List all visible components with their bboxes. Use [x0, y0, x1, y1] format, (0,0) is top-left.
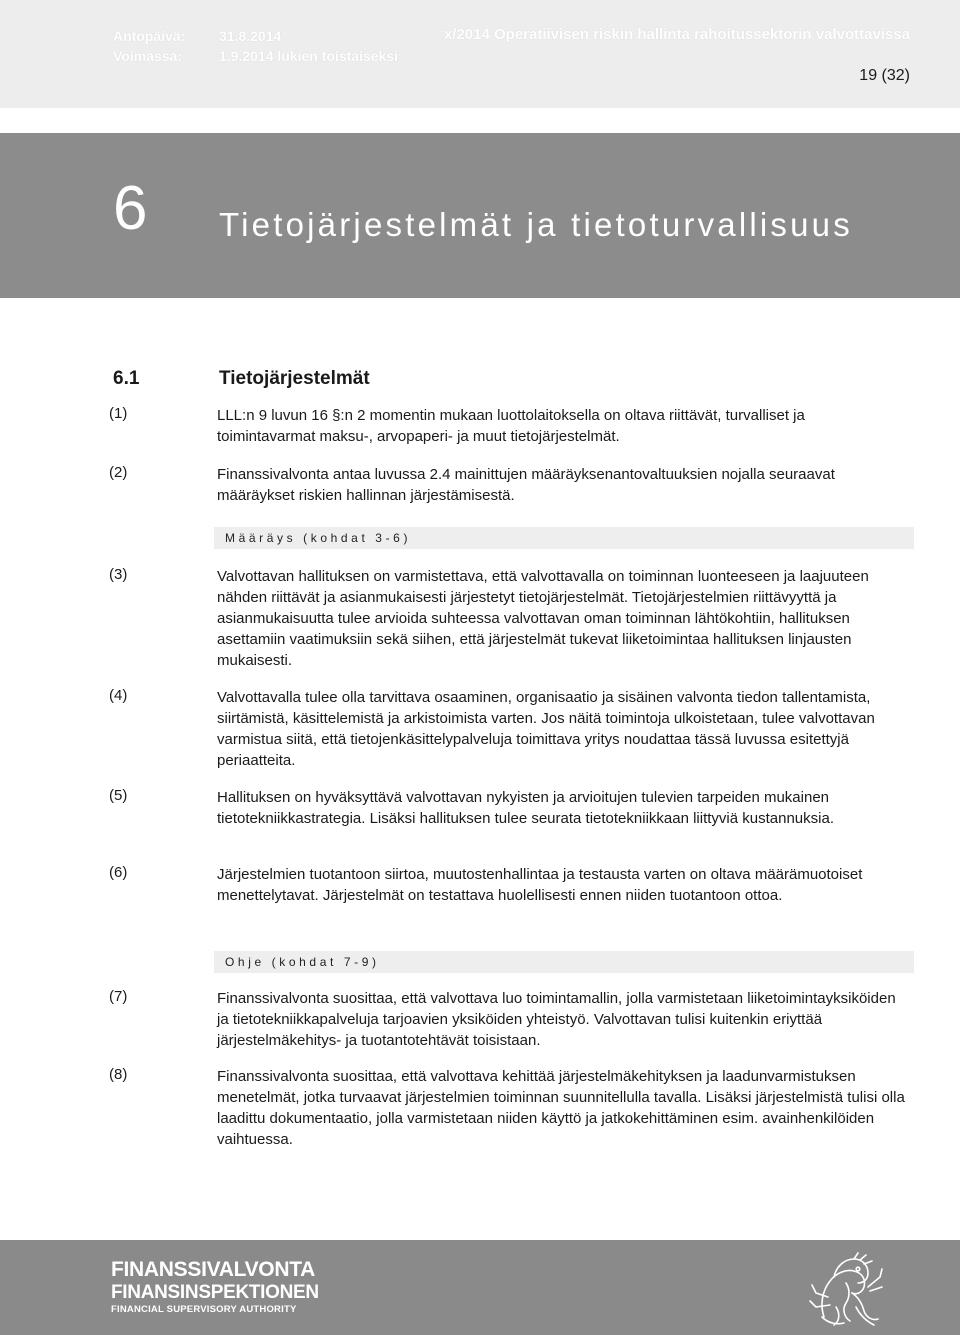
paragraph-number: (4) — [109, 687, 128, 704]
paragraph-number: (8) — [109, 1066, 128, 1083]
paragraph-text: Finanssivalvonta suosittaa, että valvottava luo toimintamallin, jolla varmistetaan liiketoimintayksiköiden ja tietotekniikkapalveluja tarjoavien yksiköiden yhteistyö. Valvottavan tulisi kuitenkin eriyttää järjestelmäkehitys- ja tuotantotehtävät toisistaan. — [217, 990, 896, 1049]
chapter-number: 6 — [113, 174, 148, 243]
paragraph-text: Finanssivalvonta suosittaa, että valvottava kehittää järjestelmäkehityksen ja laadunvarmistuksen menetelmät, jotka turvaavat järjestelmien toiminnan suunnitellulla tavalla. Lisäksi järjestelmistä tulisi olla laadittu dokumentaatio, jolla varmistetaan niiden käyttö ja jatkokehittäminen esim. avainhenkilöiden vaihtuessa. — [217, 1068, 905, 1148]
voimassa-label: Voimassa: — [113, 48, 182, 64]
ohje-box: Ohje (kohdat 7-9) — [214, 951, 914, 973]
logo-fsa: FINANCIAL SUPERVISORY AUTHORITY — [111, 1304, 297, 1315]
antopaiva-value: 31.8.2014 — [219, 28, 282, 44]
paragraph-text: LLL:n 9 luvun 16 §:n 2 momentin mukaan luottolaitoksella on oltava riittävät, turvalliset ja toimintavarmat maksu-, arvopaperi- ja muut tietojärjestelmät. — [217, 407, 805, 445]
section-title: Tietojärjestelmät — [219, 368, 370, 389]
paragraph-number: (3) — [109, 566, 128, 583]
paragraph-number: (1) — [109, 405, 128, 422]
paragraph-number: (2) — [109, 464, 128, 481]
antopaiva-label: Antopäivä: — [113, 28, 186, 44]
paragraph-number: (5) — [109, 787, 128, 804]
logo-finansinspektionen: FINANSINSPEKTIONEN — [111, 1282, 319, 1303]
paragraph-text: Valvottavan hallituksen on varmistettava, että valvottavalla on toiminnan luonteeseen ja laajuuteen nähden riittävät ja asianmukaisesti järjestetyt tietojärjestelmät. Tietojärjestelmien riittävyyttä ja asianmukaisuutta tulee arvioida suhteessa valvottavan oman toiminnan lähtökohtiin, hallituksen asettamiin vaatimuksiin sekä siihen, että järjestelmät tukevat liiketoimintaa hallituksen linjausten mukaisesti. — [217, 568, 869, 669]
logo-finanssivalvonta: FINANSSIVALVONTA — [111, 1258, 316, 1281]
page-number: 19 (32) — [859, 67, 910, 84]
section-number: 6.1 — [113, 368, 140, 389]
lion-emblem-icon — [806, 1247, 886, 1331]
document-title: x/2014 Operatiivisen riskin hallinta rahoitussektorin valvottavissa — [443, 26, 910, 43]
chapter-title: Tietojärjestelmät ja tietoturvallisuus — [219, 206, 853, 243]
paragraph-text: Finanssivalvonta antaa luvussa 2.4 mainittujen määräyksenantovaltuuksien nojalla seuraavat määräykset riskien hallinnan järjestämisestä. — [217, 466, 835, 504]
paragraph-text: Valvottavalla tulee olla tarvittava osaaminen, organisaatio ja sisäinen valvonta tiedon tallentamista, siirtämistä, käsittelemistä ja arkistoimista varten. Jos näitä toimintoja ulkoistetaan, tulee valvottavan varmistua siitä, että tietojenkäsittelypalveluja toimittava yritys noudattaa tässä luvussa esitettyjä periaatteita. — [217, 689, 875, 769]
voimassa-value: 1.9.2014 lukien toistaiseksi — [219, 48, 398, 64]
paragraph-text: Järjestelmien tuotantoon siirtoa, muutostenhallintaa ja testausta varten on oltava määrämuotoiset menettelytavat. Järjestelmät on testattava huolellisesti ennen niiden tuotantoon ottoa. — [217, 866, 863, 904]
paragraph-number: (7) — [109, 988, 128, 1005]
paragraph-number: (6) — [109, 864, 128, 881]
maarays-box: Määräys (kohdat 3-6) — [214, 527, 914, 549]
paragraph-text: Hallituksen on hyväksyttävä valvottavan nykyisten ja arvioitujen tulevien tarpeiden mukainen tietotekniikkastrategia. Lisäksi hallituksen tulee seurata tietotekniikkaan liittyviä kustannuksia. — [217, 789, 834, 827]
